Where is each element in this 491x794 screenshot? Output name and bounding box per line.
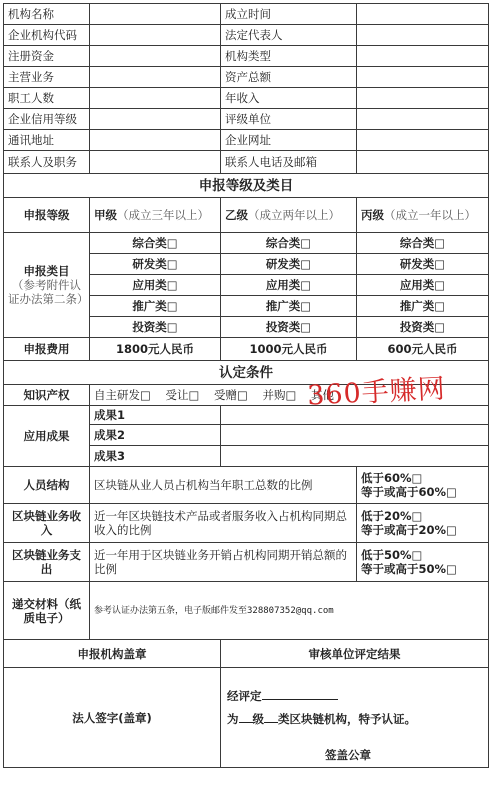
info-row: [4, 151, 489, 174]
review-line: [227, 688, 484, 703]
legal-rep-field[interactable]: [357, 25, 489, 46]
website-field[interactable]: [357, 130, 489, 151]
category-c-rnd[interactable]: 研发类□: [357, 254, 489, 275]
website-label: 企业网址: [221, 130, 357, 151]
credit-code-label: 企业机构代码: [4, 25, 90, 46]
income-low-option[interactable]: 低于20%□: [361, 509, 423, 523]
org-name-field[interactable]: [90, 4, 221, 25]
level-a-option[interactable]: [90, 198, 221, 233]
applicant-seal-title: 申报机构盖章: [4, 640, 221, 668]
contact-phone-field[interactable]: [357, 151, 489, 174]
fee-c: 600元人民币: [357, 338, 489, 361]
category-c-composite[interactable]: 综合类□: [357, 233, 489, 254]
category-b-promotion[interactable]: 推广类□: [221, 296, 357, 317]
org-type-label: 机构类型: [221, 46, 357, 67]
result-1-label: 成果1: [90, 406, 221, 425]
rating-unit-field[interactable]: [357, 109, 489, 130]
info-row: [4, 67, 489, 88]
category-c-application[interactable]: 应用类□: [357, 275, 489, 296]
form-table: [3, 3, 489, 768]
capital-field[interactable]: [90, 46, 221, 67]
rating-unit-label: 评级单位: [221, 109, 357, 130]
application-form: [3, 3, 488, 768]
income-options[interactable]: [357, 504, 489, 543]
ip-label: 知识产权: [4, 385, 90, 406]
grant-line: [227, 711, 484, 726]
revenue-label: 年收入: [221, 88, 357, 109]
stamp-label: 签盖公章: [325, 748, 371, 762]
staff-count-label: 职工人数: [4, 88, 90, 109]
info-row: [4, 88, 489, 109]
category-label: 申报类目: [23, 264, 70, 278]
result-1-field[interactable]: [221, 406, 489, 425]
contact-label: 联系人及职务: [4, 151, 90, 174]
contact-field[interactable]: [90, 151, 221, 174]
capital-label: 注册资金: [4, 46, 90, 67]
org-type-field[interactable]: [357, 46, 489, 67]
level-label: 申报等级: [4, 198, 90, 233]
ip-options[interactable]: 自主研发□ 受让□ 受赠□ 并购□ 其他: [90, 385, 489, 406]
credit-grade-label: 企业信用等级: [4, 109, 90, 130]
level-c-option[interactable]: [357, 198, 489, 233]
category-a-promotion[interactable]: 推广类□: [90, 296, 221, 317]
level-a-name: 甲级: [94, 208, 117, 222]
credit-grade-field[interactable]: [90, 109, 221, 130]
category-b-application[interactable]: 应用类□: [221, 275, 357, 296]
category-a-application[interactable]: 应用类□: [90, 275, 221, 296]
level-c-name: 丙级: [361, 208, 384, 222]
category-b-investment[interactable]: 投资类□: [221, 317, 357, 338]
staff-low-option[interactable]: 低于60%□: [361, 471, 423, 485]
level-b-name: 乙级: [225, 208, 248, 222]
review-blank[interactable]: [262, 688, 338, 700]
category-blank[interactable]: [264, 711, 278, 723]
grant-part1: 为: [227, 712, 239, 726]
category-a-rnd[interactable]: 研发类□: [90, 254, 221, 275]
income-desc: 近一年区块链技术产品或者服务收入占机构同期总收入的比例: [90, 504, 357, 543]
info-row: [4, 46, 489, 67]
staff-count-field[interactable]: [90, 88, 221, 109]
category-b-composite[interactable]: 综合类□: [221, 233, 357, 254]
level-c-note: （成立一年以上）: [384, 208, 476, 222]
category-a-composite[interactable]: 综合类□: [90, 233, 221, 254]
fee-b: 1000元人民币: [221, 338, 357, 361]
level-b-note: （成立两年以上）: [248, 208, 340, 222]
expense-options[interactable]: [357, 543, 489, 582]
result-2-field[interactable]: [221, 425, 489, 446]
info-row: [4, 130, 489, 151]
category-note: （参考附件认证办法第二条）: [8, 278, 89, 306]
review-prefix: 经评定: [227, 689, 262, 703]
revenue-field[interactable]: [357, 88, 489, 109]
cert-section-title: 认定条件: [4, 361, 489, 385]
signature-label: 法人签字(盖章): [72, 710, 152, 725]
assets-label: 资产总额: [221, 67, 357, 88]
staff-structure-options[interactable]: [357, 467, 489, 504]
org-name-label: 机构名称: [4, 4, 90, 25]
expense-high-option[interactable]: 等于或高于50%□: [361, 562, 457, 576]
expense-low-option[interactable]: 低于50%□: [361, 548, 423, 562]
result-3-field[interactable]: [221, 446, 489, 467]
legal-rep-label: 法定代表人: [221, 25, 357, 46]
submit-desc: 参考认证办法第五条，电子版邮件发至328807352@qq.com: [90, 582, 489, 640]
category-b-rnd[interactable]: 研发类□: [221, 254, 357, 275]
expense-desc: 近一年用于区块链业务开销占机构同期开销总额的比例: [90, 543, 357, 582]
category-a-investment[interactable]: 投资类□: [90, 317, 221, 338]
established-field[interactable]: [357, 4, 489, 25]
grant-part3: 类区块链机构，特予认证。: [278, 712, 416, 726]
established-label: 成立时间: [221, 4, 357, 25]
assets-field[interactable]: [357, 67, 489, 88]
info-row: [4, 4, 489, 25]
address-label: 通讯地址: [4, 130, 90, 151]
category-label-cell: [4, 233, 90, 338]
income-high-option[interactable]: 等于或高于20%□: [361, 523, 457, 537]
staff-structure-label: 人员结构: [4, 467, 90, 504]
signature-area[interactable]: [4, 668, 221, 768]
grant-part2: 级: [252, 712, 264, 726]
fee-label: 申报费用: [4, 338, 90, 361]
watermark-logo: 360手赚网: [306, 373, 447, 412]
expense-label: 区块链业务支出: [4, 543, 90, 582]
submit-label: 递交材料（纸质电子）: [4, 582, 90, 640]
income-label: 区块链业务收入: [4, 504, 90, 543]
level-blank[interactable]: [239, 711, 253, 723]
business-field[interactable]: [90, 67, 221, 88]
review-result-title: 审核单位评定结果: [221, 640, 489, 668]
results-label: 应用成果: [4, 406, 90, 467]
staff-structure-desc: 区块链从业人员占机构当年职工总数的比例: [90, 467, 357, 504]
apply-section-title: 申报等级及类目: [4, 174, 489, 198]
staff-high-option[interactable]: 等于或高于60%□: [361, 485, 457, 499]
info-row: [4, 109, 489, 130]
level-b-option[interactable]: [221, 198, 357, 233]
category-c-investment[interactable]: 投资类□: [357, 317, 489, 338]
result-2-label: 成果2: [90, 425, 221, 446]
fee-a: 1800元人民币: [90, 338, 221, 361]
contact-phone-label: 联系人电话及邮箱: [221, 151, 357, 174]
result-3-label: 成果3: [90, 446, 221, 467]
business-label: 主营业务: [4, 67, 90, 88]
address-field[interactable]: [90, 130, 221, 151]
category-c-promotion[interactable]: 推广类□: [357, 296, 489, 317]
level-a-note: （成立三年以上）: [117, 208, 209, 222]
credit-code-field[interactable]: [90, 25, 221, 46]
review-area[interactable]: [221, 668, 489, 768]
info-row: [4, 25, 489, 46]
